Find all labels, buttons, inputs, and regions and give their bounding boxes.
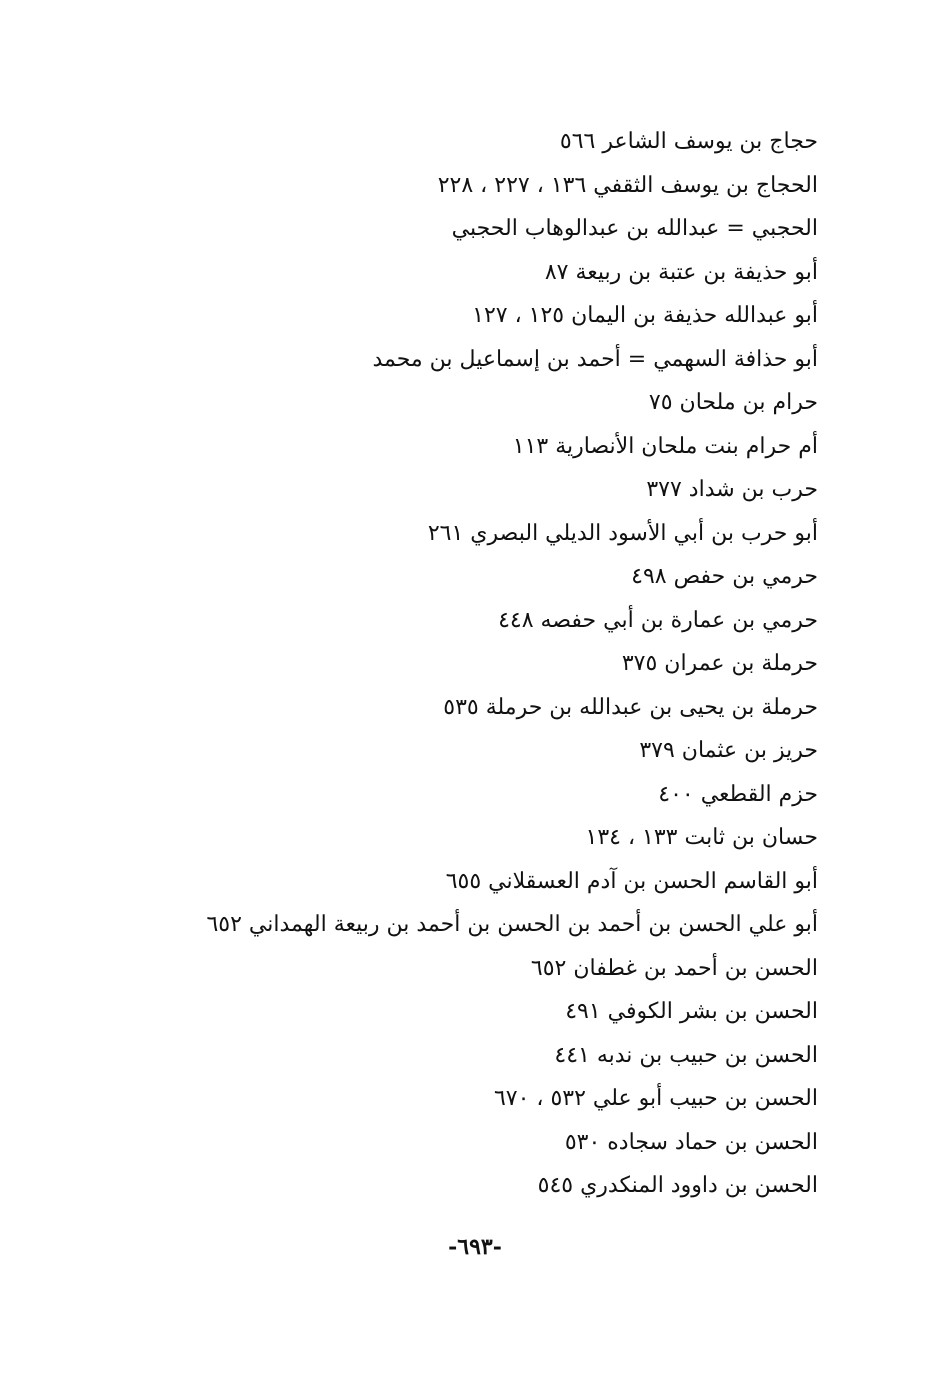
index-entry: أبو القاسم الحسن بن آدم العسقلاني ٦٥٥ [445, 868, 818, 894]
index-entry: الحسن بن داوود المنكدري ٥٤٥ [537, 1173, 818, 1198]
index-entry: أبو حذيفة بن عتبة بن ربيعة ٨٧ [544, 259, 818, 285]
index-entry: أبو حذافة السهمي = أحمد بن إسماعيل بن محمد [372, 346, 818, 372]
index-entry: حرمي بن حفص ٤٩٨ [631, 564, 818, 589]
index-entry: أم حرام بنت ملحان الأنصارية ١١٣ [512, 433, 818, 459]
index-entry: أبو عبدالله حذيفة بن اليمان ١٢٥ ، ١٢٧ [472, 303, 818, 328]
index-entry: حسان بن ثابت ١٣٣ ، ١٣٤ [585, 825, 818, 850]
index-entry: حرمي بن عمارة بن أبي حفصه ٤٤٨ [498, 607, 818, 633]
index-entry: الحسن بن حبيب أبو علي ٥٣٢ ، ٦٧٠ [493, 1086, 818, 1111]
index-entry: حزم القطعي ٤٠٠ [658, 781, 818, 807]
index-entry: حرملة بن يحيى بن عبدالله بن حرملة ٥٣٥ [443, 694, 818, 720]
index-entries-list [40, 120, 818, 1208]
index-entry: حرملة بن عمران ٣٧٥ [621, 651, 818, 676]
index-entry: أبو حرب بن أبي الأسود الديلي البصري ٢٦١ [427, 520, 818, 546]
index-entry: الحسن بن حماد سجاده ٥٣٠ [564, 1129, 818, 1155]
index-entry: حريز بن عثمان ٣٧٩ [639, 738, 818, 763]
index-entry: حرب بن شداد ٣٧٧ [646, 477, 818, 502]
index-entry: الحجاج بن يوسف الثقفي ١٣٦ ، ٢٢٧ ، ٢٢٨ [437, 172, 818, 198]
index-entry: أبو علي الحسن بن أحمد بن الحسن بن أحمد بن ربيعة الهمداني ٦٥٢ [206, 912, 818, 937]
index-entry: الحسن بن أحمد بن غطفان ٦٥٢ [530, 955, 818, 981]
index-entry: الحجبي = عبدالله بن عبدالوهاب الحجبي [451, 216, 818, 241]
index-entry: الحسن بن حبيب بن ندبه ٤٤١ [554, 1042, 818, 1068]
index-entry: حجاج بن يوسف الشاعر ٥٦٦ [559, 129, 818, 154]
index-entry: حرام بن ملحان ٧٥ [648, 390, 818, 415]
index-entry: الحسن بن بشر الكوفي ٤٩١ [565, 999, 818, 1024]
page-number: -٦٩٣- [448, 1234, 502, 1260]
